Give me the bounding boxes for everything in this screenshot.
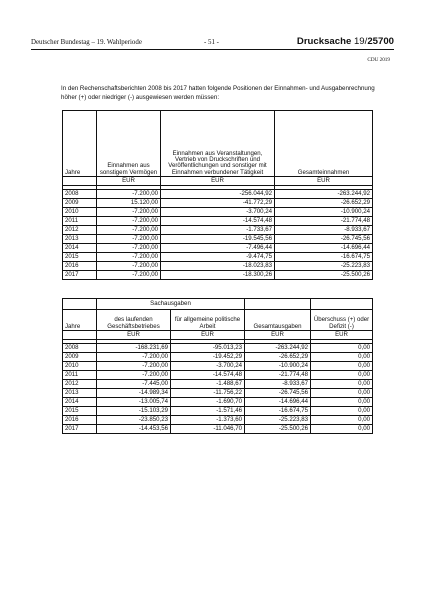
value-cell-b: -1.690,70 <box>171 398 245 407</box>
header-total-income: Gesamteinnahmen <box>275 111 373 177</box>
page-number: - 51 - <box>204 39 219 46</box>
header-material-expenses-group: Sachausgaben <box>97 299 245 310</box>
header-events-publications-income: Einnahmen aus Veranstaltungen, Vertrieb von Druckschriften und Veröffentlichungen und sonstiger mit Einnahmen verbundener Tätigkeit <box>161 111 275 177</box>
value-cell-b: -19.452,29 <box>171 353 245 362</box>
table-row <box>63 344 373 353</box>
value-cell-c: -8.933,67 <box>245 380 311 389</box>
header-rule <box>31 49 394 50</box>
year-cell: 2010 <box>63 362 97 371</box>
table-row <box>63 389 373 398</box>
value-cell-c: -14.696,44 <box>275 244 373 253</box>
year-cell: 2017 <box>63 271 97 280</box>
value-cell-a: -14.989,34 <box>97 389 171 398</box>
value-cell-b: -95.013,23 <box>171 344 245 353</box>
value-cell-c: -10.900,24 <box>245 362 311 371</box>
year-cell: 2009 <box>63 353 97 362</box>
revenue-table-body <box>63 111 373 280</box>
value-cell-c: -21.774,48 <box>275 217 373 226</box>
value-cell-b: -11.756,22 <box>171 389 245 398</box>
value-cell-d: 0,00 <box>311 425 373 434</box>
table-row <box>63 371 373 380</box>
doc-label: Drucksache <box>296 36 352 47</box>
year-cell: 2017 <box>63 425 97 434</box>
table-row <box>63 262 373 271</box>
value-cell-d: 0,00 <box>311 389 373 398</box>
value-cell-a: -168.231,69 <box>97 344 171 353</box>
unit-label: EUR <box>161 177 275 186</box>
unit-label: EUR <box>97 331 171 340</box>
header-political-work-expenses: für allgemeine politische Arbeit <box>171 310 245 331</box>
table-row <box>63 425 373 434</box>
value-cell-b: -18.300,26 <box>161 271 275 280</box>
doc-number-suffix: 25700 <box>367 36 394 47</box>
value-cell-b: -14.574,48 <box>161 217 275 226</box>
document-number <box>297 36 394 47</box>
table-row <box>63 416 373 425</box>
expense-corrections-table <box>62 298 373 434</box>
value-cell-a: -7.445,00 <box>97 380 171 389</box>
header-year: Jahre <box>63 310 97 331</box>
value-cell-b: -3.700,24 <box>171 362 245 371</box>
year-cell: 2013 <box>63 235 97 244</box>
value-cell-b: -19.545,56 <box>161 235 275 244</box>
year-cell: 2015 <box>63 407 97 416</box>
value-cell-b: -14.574,48 <box>171 371 245 380</box>
unit-label: EUR <box>311 331 373 340</box>
value-cell-a: -7.200,00 <box>97 262 161 271</box>
table-row <box>63 353 373 362</box>
table-row <box>63 271 373 280</box>
unit-empty <box>63 331 97 340</box>
year-cell: 2013 <box>63 389 97 398</box>
value-cell-a: 15.120,00 <box>97 199 161 208</box>
table-row <box>63 217 373 226</box>
year-cell: 2015 <box>63 253 97 262</box>
value-cell-a: -7.200,00 <box>97 371 171 380</box>
value-cell-b: -9.474,75 <box>161 253 275 262</box>
value-cell-a: -14.453,56 <box>97 425 171 434</box>
value-cell-d: 0,00 <box>311 416 373 425</box>
table-row <box>63 208 373 217</box>
group-empty <box>245 299 311 310</box>
value-cell-d: 0,00 <box>311 407 373 416</box>
table-row <box>63 235 373 244</box>
header-other-assets-income: Einnahmen aus sonstigem Vermögen <box>97 111 161 177</box>
value-cell-b: -3.700,24 <box>161 208 275 217</box>
unit-label: EUR <box>245 331 311 340</box>
value-cell-a: -7.200,00 <box>97 244 161 253</box>
year-cell: 2014 <box>63 244 97 253</box>
table-row <box>63 380 373 389</box>
table-row <box>63 407 373 416</box>
value-cell-b: -7.496,44 <box>161 244 275 253</box>
unit-label: EUR <box>97 177 161 186</box>
value-cell-a: -7.200,00 <box>97 217 161 226</box>
value-cell-b: -11.046,70 <box>171 425 245 434</box>
value-cell-a: -23.850,23 <box>97 416 171 425</box>
value-cell-a: -7.200,00 <box>97 190 161 199</box>
value-cell-c: -26.745,56 <box>275 235 373 244</box>
year-cell: 2008 <box>63 344 97 353</box>
table-row <box>63 190 373 199</box>
year-cell: 2016 <box>63 416 97 425</box>
value-cell-a: -7.200,00 <box>97 353 171 362</box>
value-cell-c: -26.745,56 <box>245 389 311 398</box>
year-cell: 2014 <box>63 398 97 407</box>
value-cell-d: 0,00 <box>311 398 373 407</box>
value-cell-b: -41.772,29 <box>161 199 275 208</box>
value-cell-a: -7.200,00 <box>97 362 171 371</box>
value-cell-c: -25.500,26 <box>275 271 373 280</box>
value-cell-c: -25.223,83 <box>275 262 373 271</box>
table-row <box>63 199 373 208</box>
header-left: Deutscher Bundestag – 19. Wahlperiode <box>31 39 142 46</box>
value-cell-c: -16.674,75 <box>245 407 311 416</box>
intro-paragraph: In den Rechenschaftsberichten 2008 bis 2017 hatten folgende Positionen der Einnahmen- und Ausgabenrechnung höher (+) oder niedriger (-) ausgewiesen werden müssen: <box>61 85 375 101</box>
value-cell-c: -26.652,29 <box>245 353 311 362</box>
value-cell-b: -1.571,46 <box>171 407 245 416</box>
value-cell-a: -7.200,00 <box>97 253 161 262</box>
header-surplus-deficit: Überschuss (+) oder Defizit (-) <box>311 310 373 331</box>
value-cell-c: -25.500,26 <box>245 425 311 434</box>
value-cell-b: -256.044,92 <box>161 190 275 199</box>
value-cell-a: -7.200,00 <box>97 271 161 280</box>
party-label: CDU 2019 <box>367 57 390 63</box>
value-cell-c: -16.674,75 <box>275 253 373 262</box>
year-cell: 2012 <box>63 380 97 389</box>
year-cell: 2016 <box>63 262 97 271</box>
value-cell-a: -13.005,74 <box>97 398 171 407</box>
value-cell-a: -7.200,00 <box>97 235 161 244</box>
value-cell-b: -1.733,67 <box>161 226 275 235</box>
year-cell: 2012 <box>63 226 97 235</box>
value-cell-d: 0,00 <box>311 353 373 362</box>
value-cell-d: 0,00 <box>311 380 373 389</box>
value-cell-d: 0,00 <box>311 362 373 371</box>
expense-table-body <box>63 299 373 434</box>
header-year: Jahre <box>63 111 97 177</box>
value-cell-c: -263.244,92 <box>245 344 311 353</box>
header-total-expenses: Gesamtausgaben <box>245 310 311 331</box>
table-row <box>63 253 373 262</box>
value-cell-b: -1.373,60 <box>171 416 245 425</box>
value-cell-c: -10.900,24 <box>275 208 373 217</box>
year-cell: 2008 <box>63 190 97 199</box>
table-row <box>63 226 373 235</box>
group-empty <box>311 299 373 310</box>
table-row <box>63 362 373 371</box>
value-cell-c: -14.696,44 <box>245 398 311 407</box>
value-cell-a: -7.200,00 <box>97 226 161 235</box>
value-cell-c: -26.652,29 <box>275 199 373 208</box>
value-cell-d: 0,00 <box>311 344 373 353</box>
value-cell-c: -263.244,92 <box>275 190 373 199</box>
value-cell-c: -8.933,67 <box>275 226 373 235</box>
value-cell-c: -21.774,48 <box>245 371 311 380</box>
value-cell-a: -15.103,29 <box>97 407 171 416</box>
value-cell-d: 0,00 <box>311 371 373 380</box>
year-cell: 2010 <box>63 208 97 217</box>
unit-label: EUR <box>275 177 373 186</box>
value-cell-b: -1.488,67 <box>171 380 245 389</box>
value-cell-a: -7.200,00 <box>97 208 161 217</box>
value-cell-b: -18.023,83 <box>161 262 275 271</box>
year-cell: 2009 <box>63 199 97 208</box>
unit-empty <box>63 177 97 186</box>
header-operating-expenses: des laufenden Geschäftsbetriebes <box>97 310 171 331</box>
value-cell-c: -25.223,83 <box>245 416 311 425</box>
table-row <box>63 398 373 407</box>
doc-number-prefix: 19/ <box>353 36 368 47</box>
unit-label: EUR <box>171 331 245 340</box>
year-cell: 2011 <box>63 371 97 380</box>
revenue-corrections-table <box>62 110 373 280</box>
table-row <box>63 244 373 253</box>
year-cell: 2011 <box>63 217 97 226</box>
group-empty <box>63 299 97 310</box>
